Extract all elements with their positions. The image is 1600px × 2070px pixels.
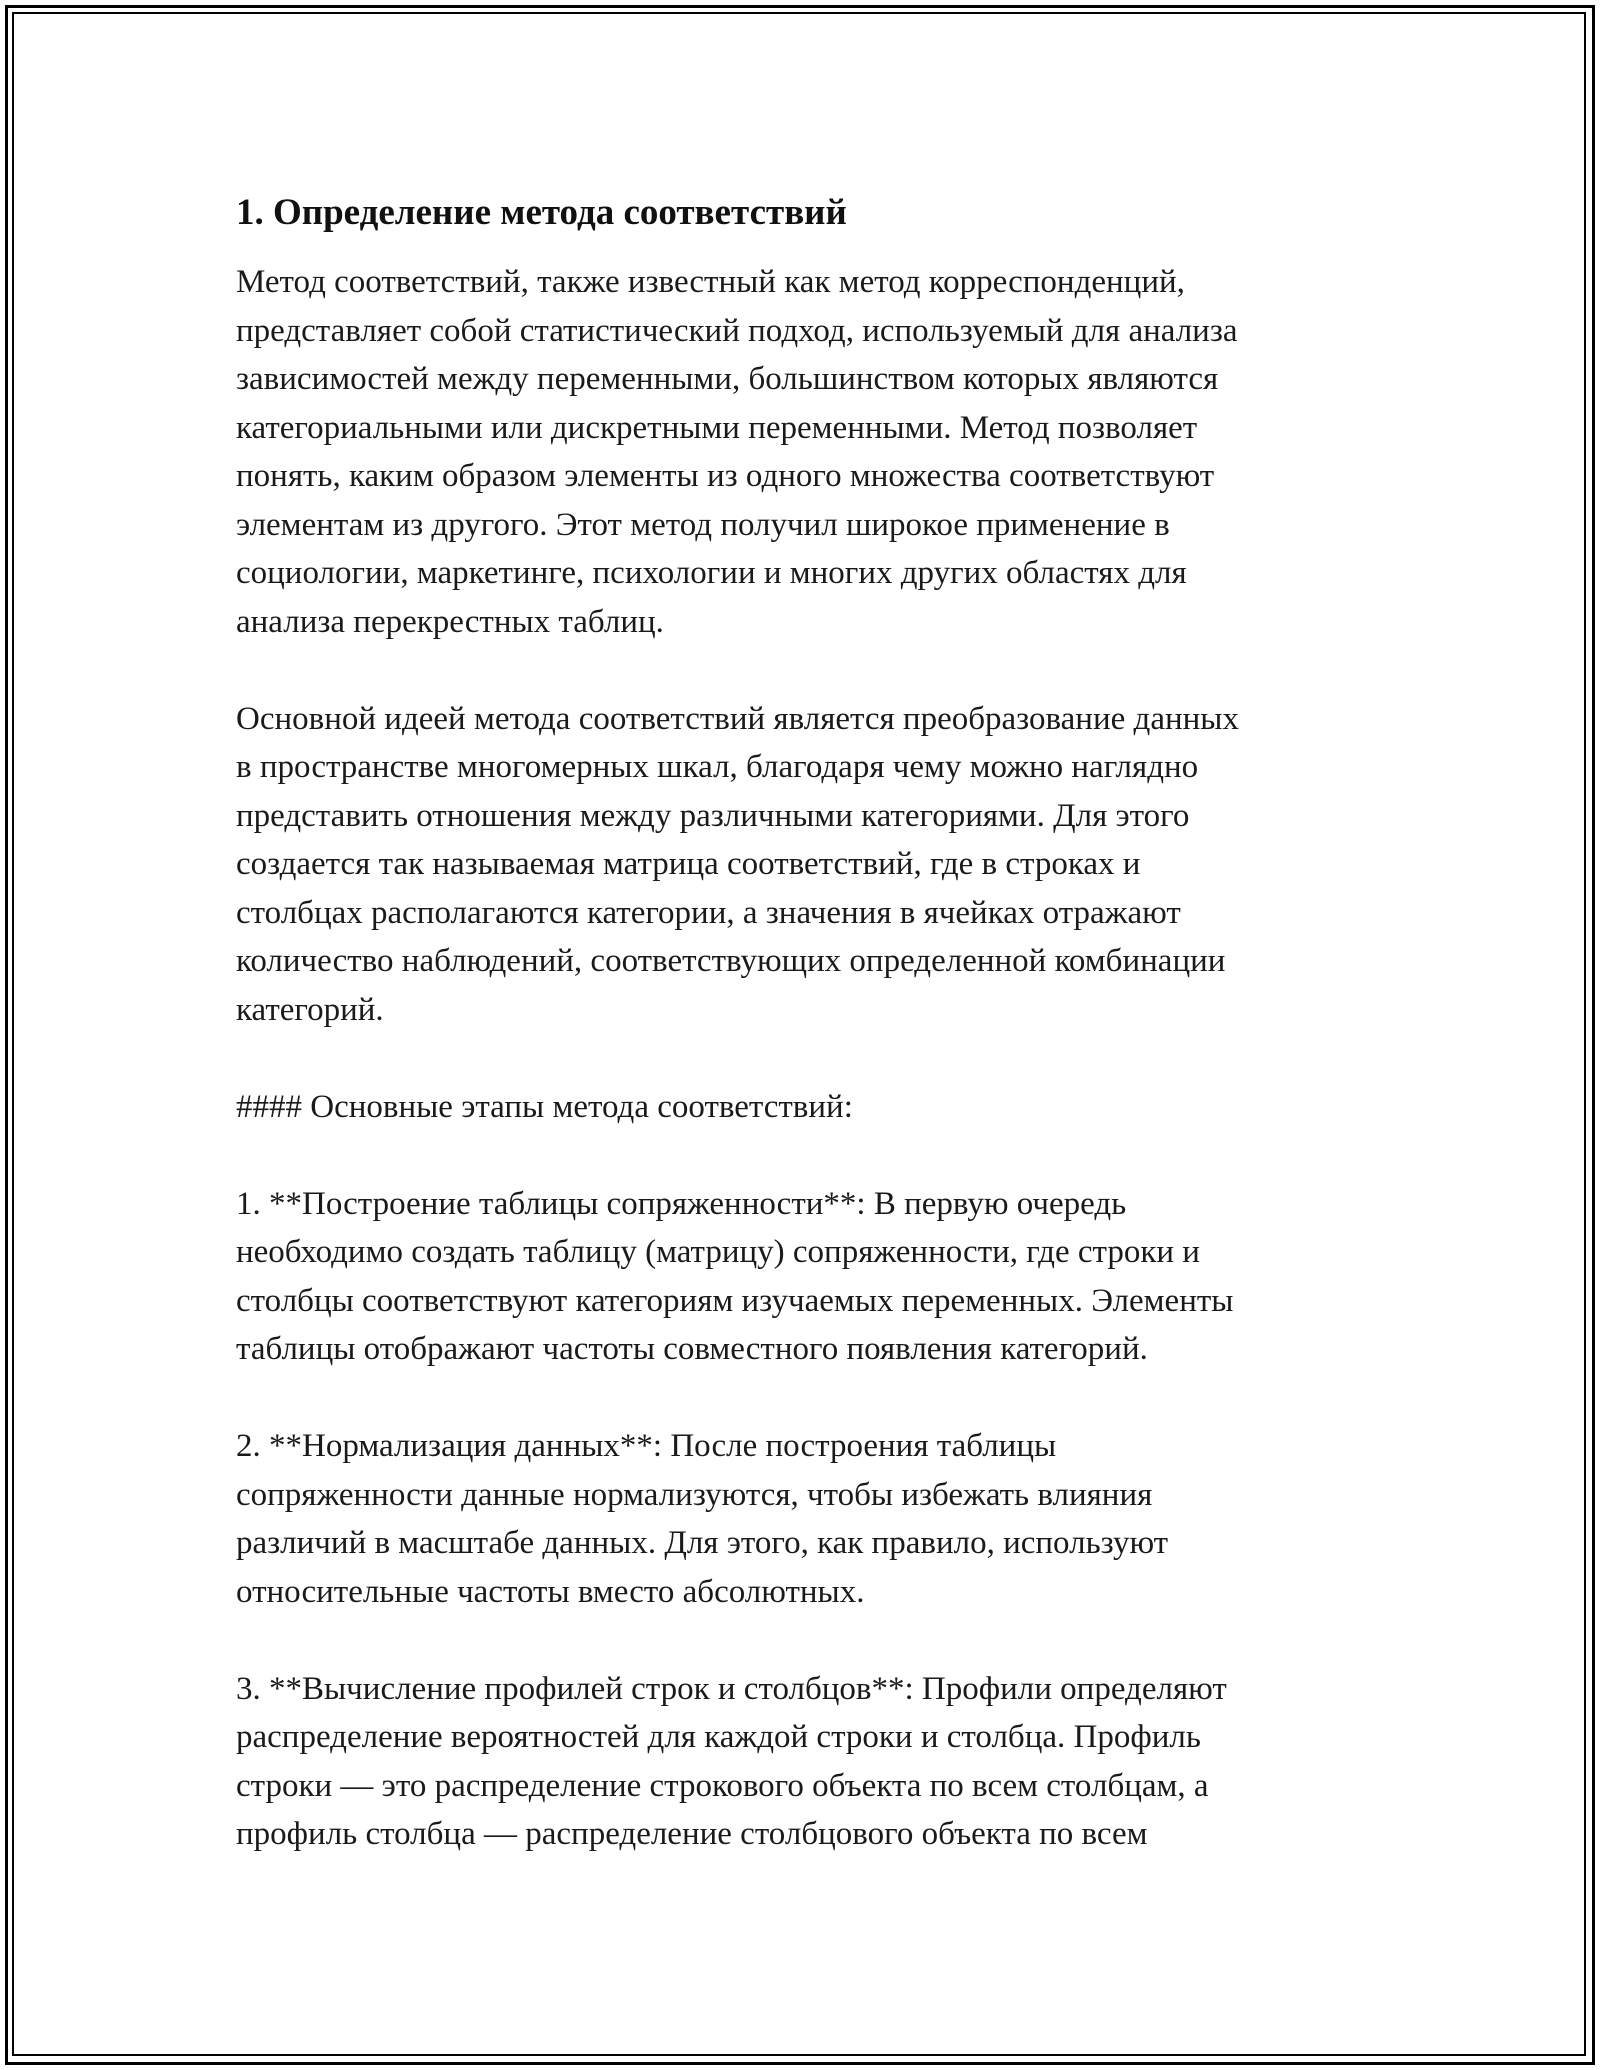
list-item-stage-3: 3. **Вычисление профилей строк и столбцов**: Профили определяют распределение вероятностей для каждой строки и столбца. Профиль строки — это распределение строкового объекта по всем столбцам, а профиль столбца — распределение столбцового объекта по всем bbox=[236, 1670, 1227, 1852]
list-item-stage-1: 1. **Построение таблицы сопряженности**: В первую очередь необходимо создать таблицу (матрицу) сопряженности, где строки и столбцы соответствуют категориям изучаемых переменных. Элементы таблицы отображают частоты совместного появления категорий. bbox=[236, 1185, 1234, 1367]
paragraph-definition: Метод соответствий, также известный как метод корреспонденций, представляет собой статистический подход, используемый для анализа зависимостей между переменными, большинством которых являются категориальными или дискретными переменными. Метод позволяет понять, каким образом элементы из одного множества соответствуют элементам из другого. Этот метод получил широкое применение в социологии, маркетинге, психологии и многих других областях для анализа перекрестных таблиц. bbox=[236, 264, 1238, 640]
document-body bbox=[236, 184, 1386, 1907]
section-heading: 1. Определение метода соответствий bbox=[236, 192, 847, 233]
subheading-stages: #### Основные этапы метода соответствий: bbox=[236, 1088, 853, 1125]
list-item-stage-2: 2. **Нормализация данных**: После построения таблицы сопряженности данные нормализуются, чтобы избежать влияния различий в масштабе данных. Для этого, как правило, используют относительные частоты вместо абсолютных. bbox=[236, 1428, 1169, 1610]
paragraph-main-idea: Основной идеей метода соответствий является преобразование данных в пространстве многомерных шкал, благодаря чему можно наглядно представить отношения между различными категориями. Для этого создается так называемая матрица соответствий, где в строках и столбцах располагаются категории, а значения в ячейках отражают количество наблюдений, соответствующих определенной комбинации категорий. bbox=[236, 700, 1239, 1028]
